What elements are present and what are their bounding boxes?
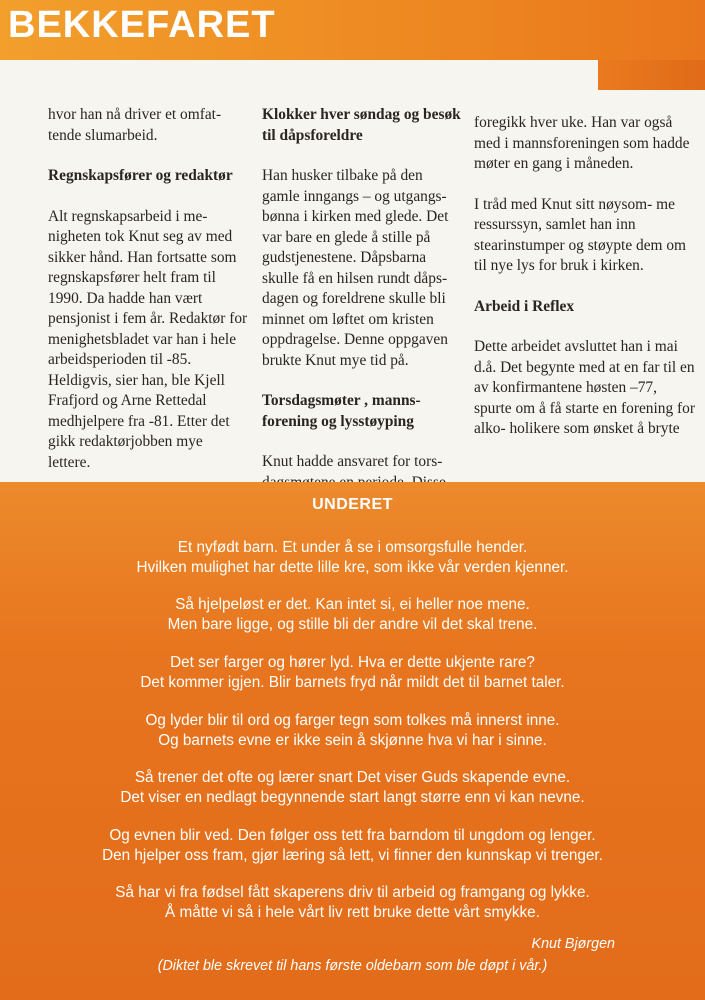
poem-line: Og lyder blir til ord og farger tegn som tolkes må innerst inne. xyxy=(145,712,560,729)
poem-line: Det ser farger og hører lyd. Hva er dette ukjente rare? xyxy=(170,654,535,671)
section-heading: Klokker hver søndag og besøk til dåpsforeldre xyxy=(262,106,461,144)
poem-stanza xyxy=(0,826,705,866)
masthead-title: BEKKEFARET xyxy=(8,4,276,46)
poem-line: Å måtte vi så i hele vårt liv rett bruke dette vårt smykke. xyxy=(165,904,540,921)
poem-stanza xyxy=(0,653,705,693)
poem-line: Men bare ligge, og stille bli der andre vil det skal trene. xyxy=(167,616,538,633)
poem-line: Det viser en nedlagt begynnende start langt større enn vi kan nevne. xyxy=(120,789,585,806)
article-column-2 xyxy=(262,105,462,513)
poem-author: Knut Bjørgen xyxy=(531,936,615,952)
poem-line: Hvilken mulighet har dette lille kre, som ikke vår verden kjenner. xyxy=(136,559,569,576)
poem-line: Så hjelpeløst er det. Kan intet si, ei heller noe mene. xyxy=(175,596,530,613)
poem-line: Og barnets evne er ikke sein å skjønne hva vi har i sinne. xyxy=(158,732,547,749)
poem-line: Den hjelper oss fram, gjør læring så lett, vi finner den kunnskap vi trenger. xyxy=(102,847,603,864)
poem-stanza xyxy=(0,883,705,923)
header-tab-decoration xyxy=(598,60,705,90)
section-heading: Torsdagsmøter , manns- forening og lysstøyping xyxy=(262,392,421,430)
poem-line: Så har vi fra fødsel fått skaperens driv til arbeid og framgang og lykke. xyxy=(115,884,590,901)
article-paragraph: Han husker tilbake på den gamle inngangs – og utgangs- bønna i kirken med glede. Det var bare en glede å stille på gudstjenestene. Dåpsbarna skulle få en hilsen rundt dåps- dagen og foreldrene skulle bli minnet om løftet om kristen oppdragelse. Denne oppgaven brukte Knut mye tid på. xyxy=(262,167,449,369)
poem-line: Og evnen blir ved. Den følger oss tett fra barndom til ungdom og lenger. xyxy=(109,827,596,844)
article-column-3 xyxy=(474,113,696,460)
article-paragraph: foregikk hver uke. Han var også med i mannsforeningen som hadde møter en gang i måneden. xyxy=(474,114,690,172)
article-paragraph: hvor han nå driver et omfat- tende slumarbeid. xyxy=(48,106,222,144)
poem-stanza xyxy=(0,538,705,578)
poem-stanza xyxy=(0,711,705,751)
poem-line: Det kommer igjen. Blir barnets fryd når mildt det til barnet taler. xyxy=(140,674,565,691)
poem-note: (Diktet ble skrevet til hans første oldebarn som ble døpt i vår.) xyxy=(157,958,548,974)
poem-stanza xyxy=(0,595,705,635)
article-column-1 xyxy=(48,105,248,493)
section-heading: Regnskapsfører og redaktør xyxy=(48,167,233,184)
article-paragraph: Dette arbeidet avsluttet han i mai d.å. Det begynte med at en far til en av konfirmantene høsten –77, spurte om å få starte en forening for alko- holikere som ønsket å bryte xyxy=(474,338,695,437)
poem-title: UNDERET xyxy=(312,496,393,513)
poem-stanza xyxy=(0,768,705,808)
poem-panel xyxy=(0,482,705,1000)
article-paragraph: Alt regnskapsarbeid i me- nigheten tok Knut seg av med sikker hånd. Han fortsatte som regnskapsfører helt fram til 1990. Da hadde han vært pensjonist i fem år. Redaktør for menighetsbladet var han i hele arbeidsperioden til -85. Heldigvis, sier han, ble Kjell Frafjord og Arne Rettedal medhjelpere fra -81. Etter det gikk redaktørjobben mye lettere. xyxy=(48,207,248,471)
poem-line: Et nyfødt barn. Et under å se i omsorgsfulle hender. xyxy=(177,539,528,556)
poem-line: Så trener det ofte og lærer snart Det viser Guds skapende evne. xyxy=(134,769,571,786)
article-paragraph: Knut hadde ansvaret for tors- xyxy=(262,453,443,470)
section-heading: Arbeid i Reflex xyxy=(474,297,575,315)
article-paragraph: I tråd med Knut sitt nøysom- me ressurssyn, samlet han inn stearinstumper og støypte dem om til nye lys for bruk i kirken. xyxy=(474,195,687,274)
